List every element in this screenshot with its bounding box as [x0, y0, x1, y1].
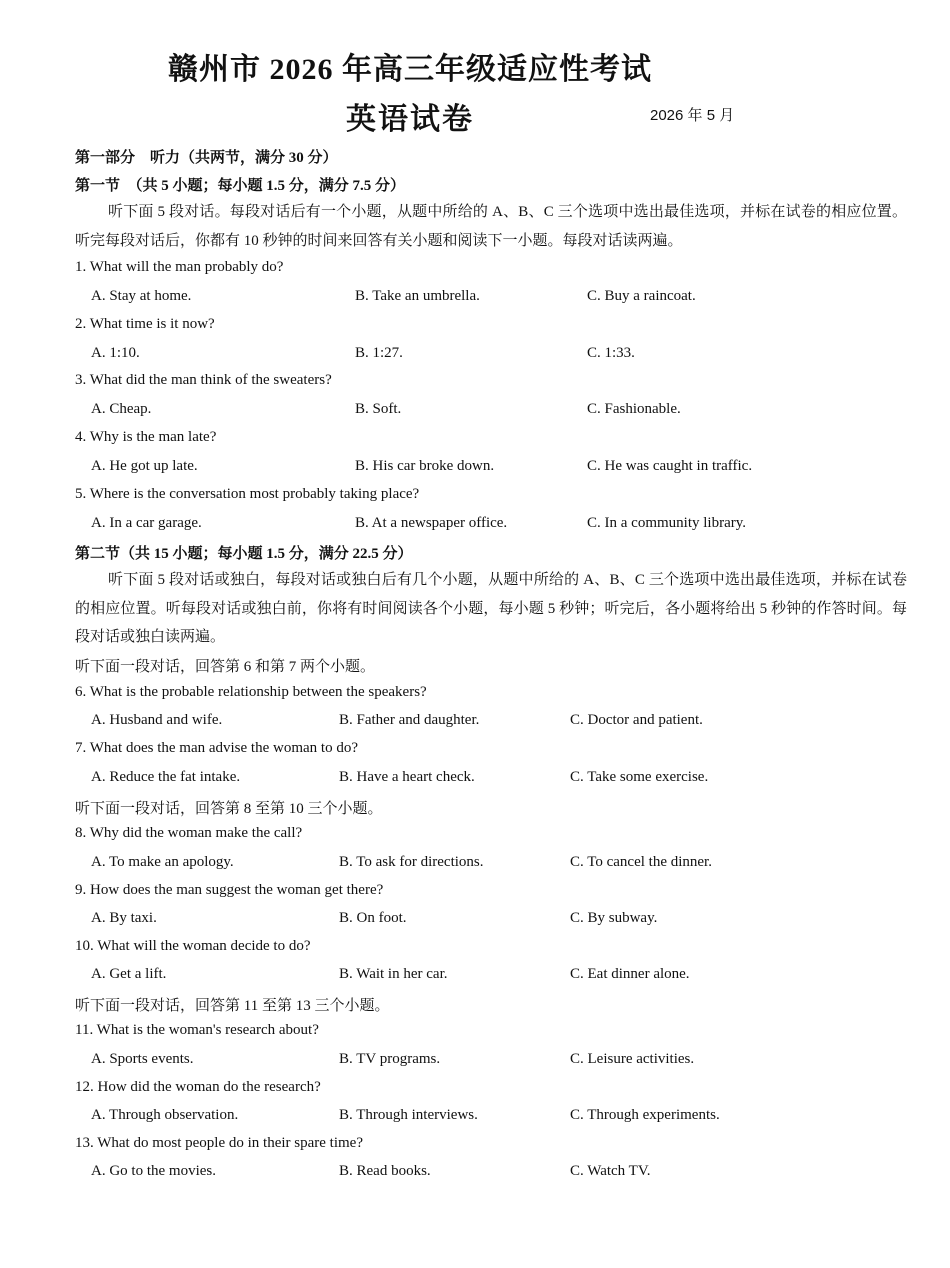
option-b: B. Father and daughter. — [339, 712, 480, 728]
option-c: C. Take some exercise. — [570, 769, 709, 785]
section1-instructions: 听下面 5 段对话。每段对话后有一个小题，从题中所给的 A、B、C 三个选项中选出最佳选项，并标在试卷的相应位置。听完每段对话后，你都有 10 秒钟的时间来回答有关小题和阅读下一小题。每段对话读两遍。 — [75, 204, 907, 249]
option-c: C. 1:33. — [587, 345, 635, 361]
section2-heading: 第二节（共 15 小题；每小题 1.5 分，满分 22.5 分） — [75, 546, 413, 562]
question-stem: 8. Why did the woman make the call? — [75, 825, 303, 841]
question-stem: 13. What do most people do in their spare time? — [75, 1135, 363, 1151]
option-c: C. By subway. — [570, 910, 658, 926]
option-a: A. To make an apology. — [91, 854, 234, 870]
option-c: C. Leisure activities. — [570, 1051, 695, 1067]
section1-heading: 第一节 （共 5 小题；每小题 1.5 分，满分 7.5 分） — [75, 178, 406, 194]
question-stem: 2. What time is it now? — [75, 316, 215, 332]
option-c: C. Fashionable. — [587, 401, 681, 417]
section2-instructions: 听下面 5 段对话或独白，每段对话或独白后有几个小题，从题中所给的 A、B、C 三个选项中选出最佳选项，并标在试卷的相应位置。听每段对话或独白前，你将有时间阅读各个小题，每小题 5 秒钟；听完后，各小题将给出 5 秒钟的作答时间。每段对话或独白读两遍。 — [75, 572, 907, 645]
option-b: B. 1:27. — [355, 345, 403, 361]
question-stem: 11. What is the woman's research about? — [75, 1022, 319, 1038]
question-stem: 5. Where is the conversation most probably taking place? — [75, 486, 420, 502]
part1-heading: 第一部分 听力（共两节，满分 30 分） — [75, 150, 338, 166]
group-instruction: 听下面一段对话，回答第 11 至第 13 三个小题。 — [75, 998, 390, 1014]
question-stem: 1. What will the man probably do? — [75, 259, 284, 275]
option-c: C. Buy a raincoat. — [587, 288, 696, 304]
option-a: A. Go to the movies. — [91, 1163, 216, 1179]
option-b: B. On foot. — [339, 910, 407, 926]
question-stem: 6. What is the probable relationship between the speakers? — [75, 684, 427, 700]
option-c: C. To cancel the dinner. — [570, 854, 712, 870]
option-c: C. He was caught in traffic. — [587, 458, 753, 474]
question-stem: 4. Why is the man late? — [75, 429, 217, 445]
exam-title: 赣州市 2026 年高三年级适应性考试 — [168, 53, 652, 86]
option-a: A. Reduce the fat intake. — [91, 769, 241, 785]
option-b: B. His car broke down. — [355, 458, 495, 474]
exam-date: 2026 年 5 月 — [650, 107, 735, 124]
question-stem: 12. How did the woman do the research? — [75, 1079, 321, 1095]
option-a: A. Stay at home. — [91, 288, 192, 304]
option-b: B. Wait in her car. — [339, 966, 448, 982]
option-b: B. Soft. — [355, 401, 402, 417]
option-c: C. Eat dinner alone. — [570, 966, 690, 982]
option-a: A. He got up late. — [91, 458, 198, 474]
option-a: A. 1:10. — [91, 345, 140, 361]
question-stem: 3. What did the man think of the sweaters? — [75, 372, 332, 388]
option-b: B. At a newspaper office. — [355, 515, 508, 531]
option-a: A. Cheap. — [91, 401, 152, 417]
group-instruction: 听下面一段对话，回答第 6 和第 7 两个小题。 — [75, 659, 376, 675]
option-c: C. Doctor and patient. — [570, 712, 703, 728]
option-a: A. Sports events. — [91, 1051, 194, 1067]
question-stem: 10. What will the woman decide to do? — [75, 938, 311, 954]
option-c: C. In a community library. — [587, 515, 746, 531]
question-stem: 9. How does the man suggest the woman get there? — [75, 882, 384, 898]
exam-subtitle: 英语试卷 — [346, 103, 474, 136]
option-b: B. To ask for directions. — [339, 854, 484, 870]
option-a: A. In a car garage. — [91, 515, 202, 531]
option-a: A. Get a lift. — [91, 966, 167, 982]
option-b: B. Through interviews. — [339, 1107, 478, 1123]
option-a: A. By taxi. — [91, 910, 157, 926]
option-b: B. Have a heart check. — [339, 769, 475, 785]
group-instruction: 听下面一段对话，回答第 8 至第 10 三个小题。 — [75, 801, 383, 817]
option-c: C. Watch TV. — [570, 1163, 651, 1179]
question-stem: 7. What does the man advise the woman to do? — [75, 740, 358, 756]
option-b: B. Take an umbrella. — [355, 288, 480, 304]
option-b: B. TV programs. — [339, 1051, 441, 1067]
option-b: B. Read books. — [339, 1163, 431, 1179]
option-a: A. Through observation. — [91, 1107, 239, 1123]
option-c: C. Through experiments. — [570, 1107, 720, 1123]
option-a: A. Husband and wife. — [91, 712, 223, 728]
